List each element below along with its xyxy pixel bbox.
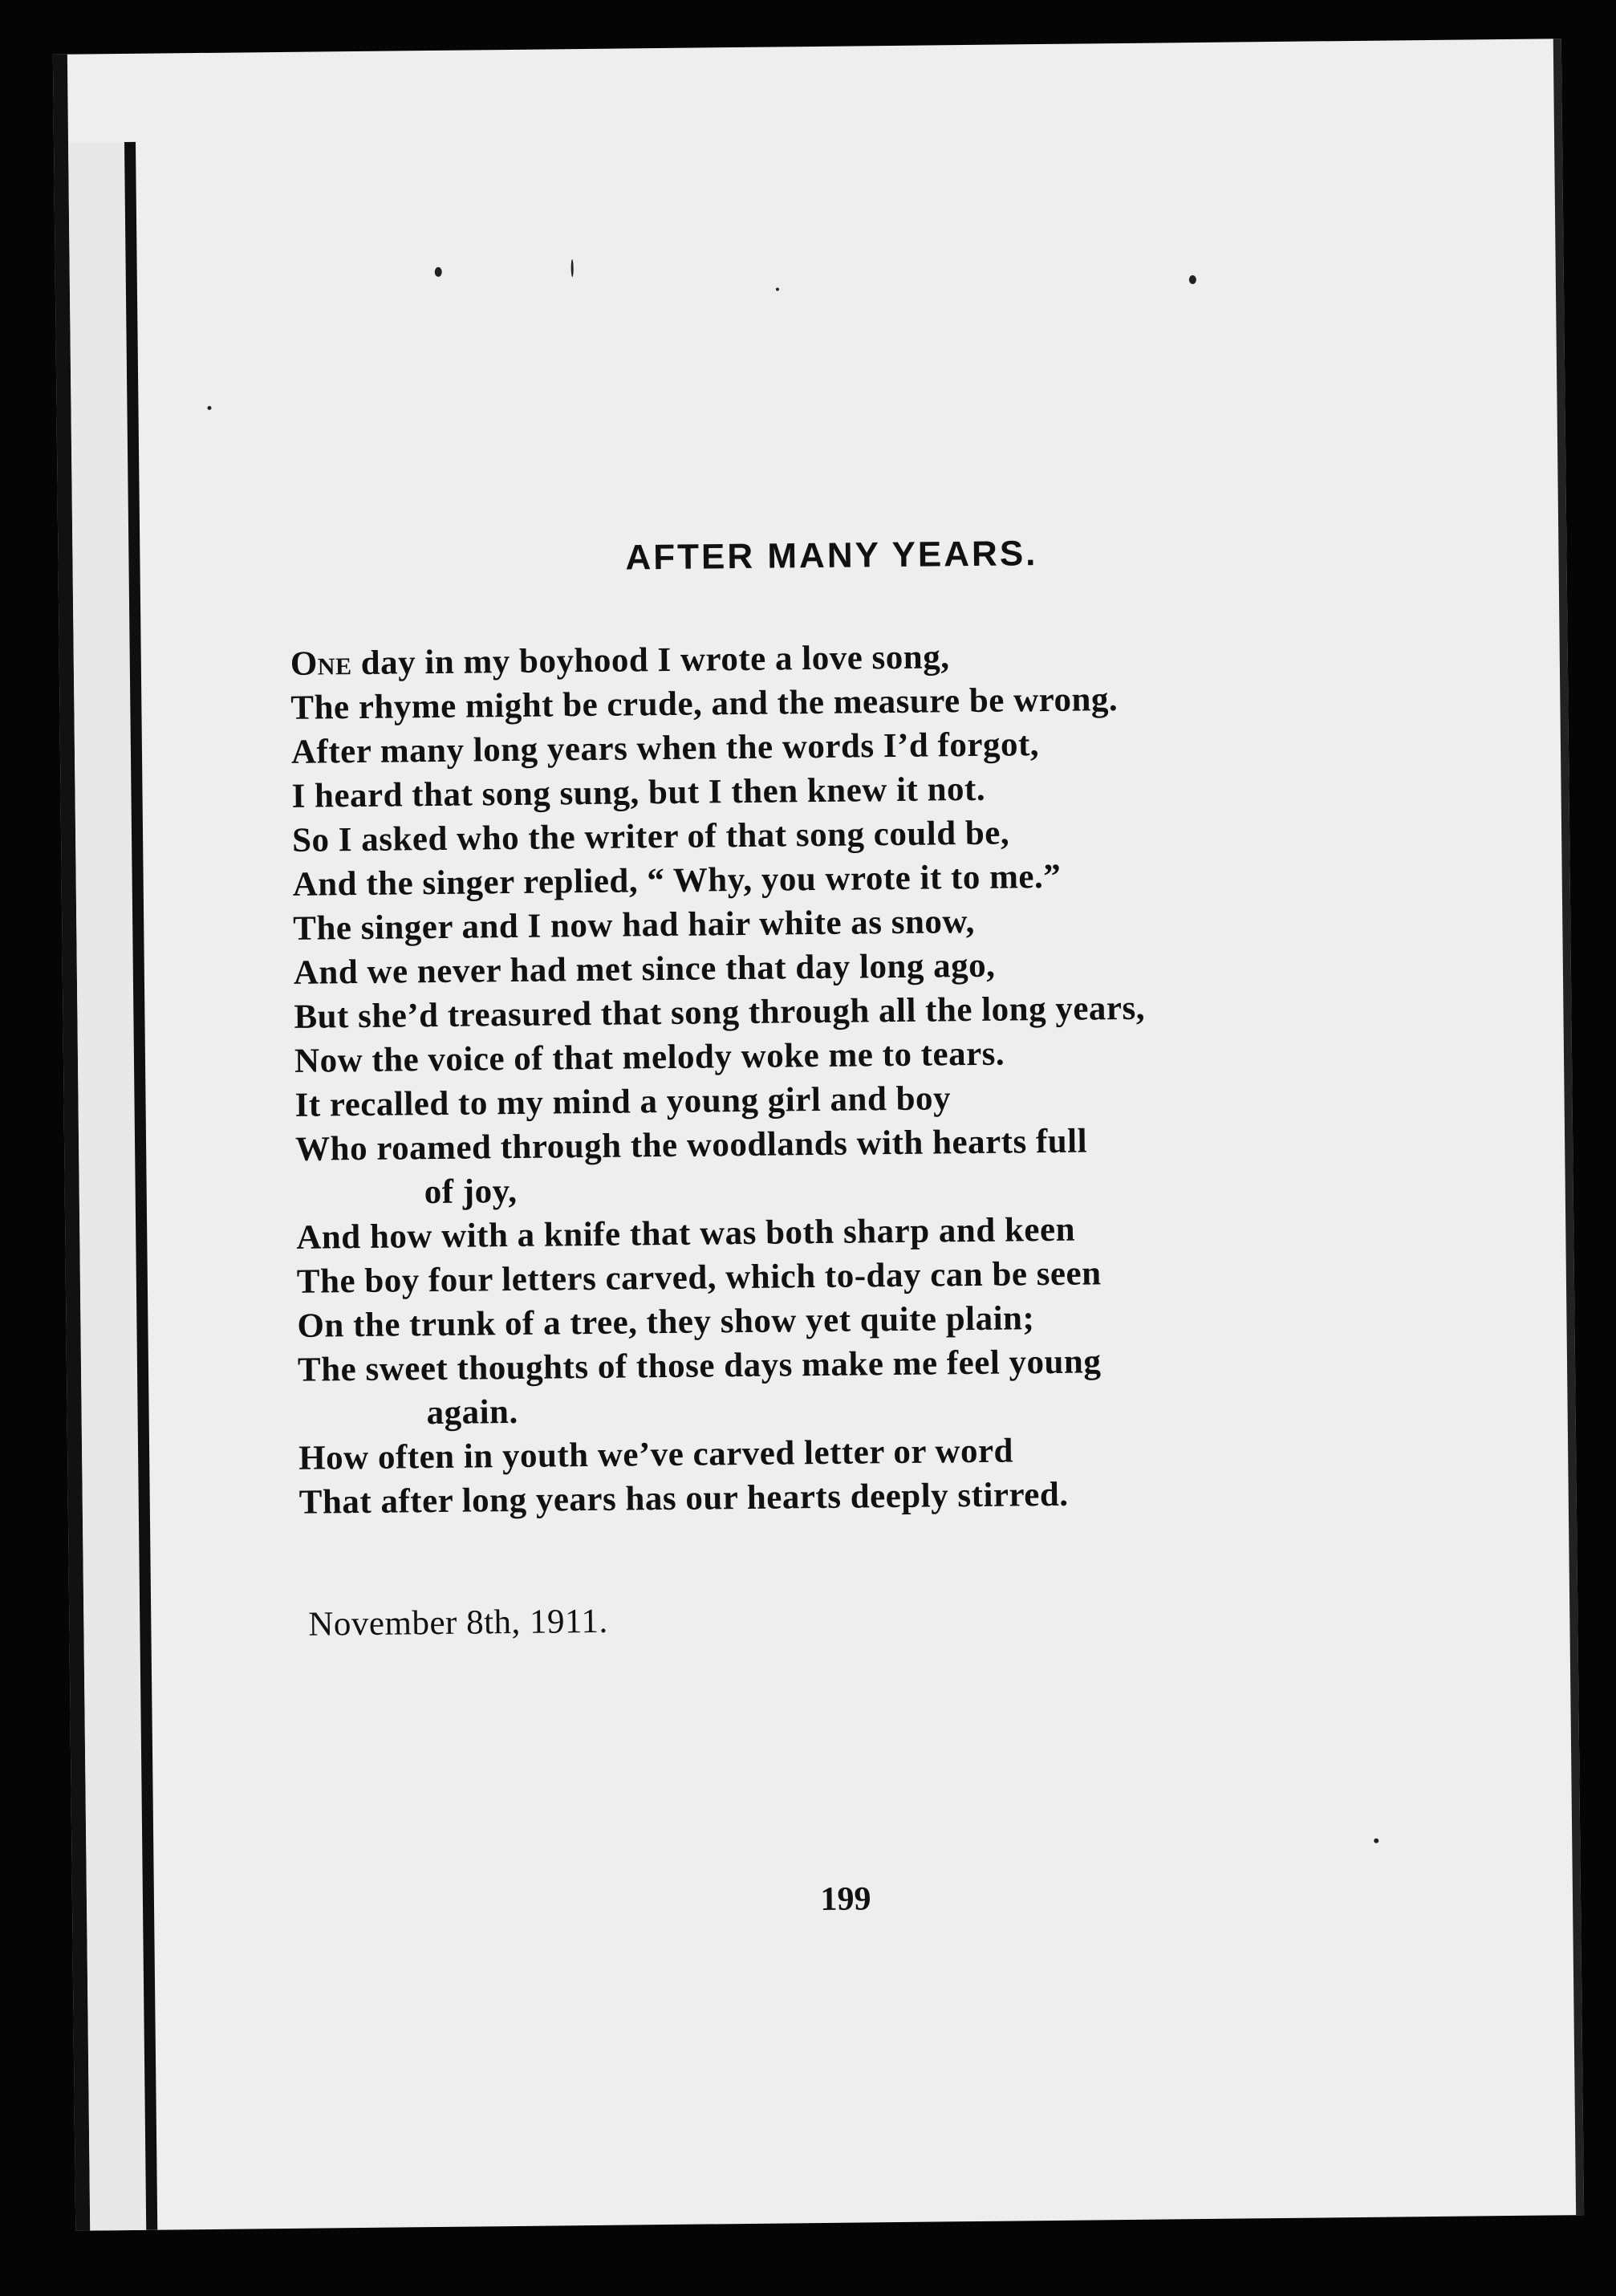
poem-line: The rhyme might be crude, and the measure be wrong.: [290, 681, 1119, 727]
print-speck: [776, 287, 779, 291]
poem-body: [290, 630, 1423, 1525]
poem-line: The singer and I now had hair white as snow,: [293, 902, 976, 948]
print-speck: [571, 259, 574, 277]
poem-line: The boy four letters carved, which to-day can be seen: [296, 1254, 1102, 1301]
poem-line: And we never had met since that day long ago,: [293, 946, 996, 992]
poem-line: And the singer replied, “ Why, you wrote it to me.”: [292, 857, 1062, 904]
poem-line: I heard that song sung, but I then knew it not.: [291, 770, 986, 815]
poem-line: How often in youth we’ve carved letter or word: [298, 1432, 1014, 1477]
poem-line: After many long years when the words I’d forgot,: [290, 725, 1040, 771]
poem-line: But she’d treasured that song through all the long years,: [294, 989, 1146, 1036]
poem-title: AFTER MANY YEARS.: [625, 534, 1038, 578]
poem-line: On the trunk of a tree, they show yet quite plain;: [297, 1299, 1035, 1345]
print-speck: [1374, 1839, 1378, 1843]
poem-line-text: day in my boyhood I wrote a love song,: [351, 638, 950, 683]
print-speck: [1189, 275, 1196, 284]
poem-line-continuation: again.: [426, 1392, 518, 1432]
page-number: 199: [820, 1880, 871, 1919]
poem-line-continuation: of joy,: [424, 1172, 518, 1212]
book-page: [53, 39, 1584, 2231]
poem-line: And how with a knife that was both sharp and keen: [296, 1210, 1076, 1257]
print-speck: [435, 267, 442, 277]
poem-date: November 8th, 1911.: [308, 1602, 608, 1644]
poem-line: Now the voice of that melody woke me to tears.: [294, 1034, 1005, 1080]
poem-line: That after long years has our hearts deeply stirred.: [298, 1475, 1069, 1522]
poem-line: It recalled to my mind a young girl and boy: [294, 1079, 952, 1124]
poem-initial-word: One: [290, 644, 352, 683]
poem-line: The sweet thoughts of those days make me feel young: [297, 1343, 1102, 1389]
print-speck: [207, 406, 211, 410]
poem-line: So I asked who the writer of that song could be,: [291, 814, 1010, 859]
poem-line: Who roamed through the woodlands with hearts full: [294, 1122, 1088, 1168]
